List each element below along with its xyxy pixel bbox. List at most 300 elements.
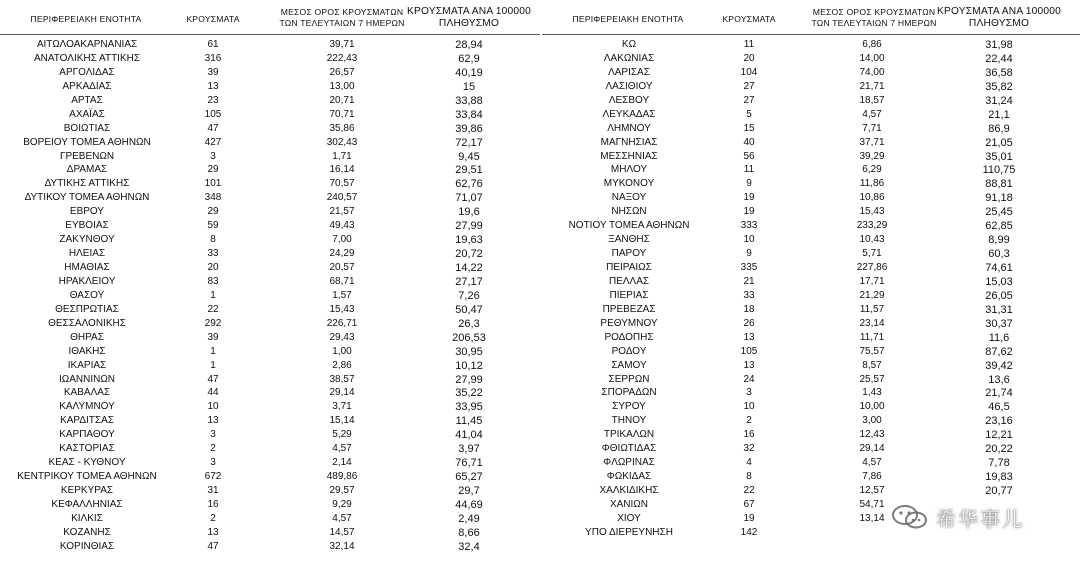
region-cell: ΠΕΛΛΑΣ [608,275,650,287]
region-cell: ΘΕΣΣΑΛΟΝΙΚΗΣ [48,317,126,329]
cases-cell: 31 [207,485,219,496]
avg7-cell: 15,43 [859,206,885,218]
per100k-cell: 28,94 [455,39,483,51]
region-cell: ΜΕΣΣΗΝΙΑΣ [600,150,658,162]
per100k-cell: 206,53 [452,331,486,344]
table-row [0,233,540,247]
region-cell: ΛΑΡΙΣΑΣ [608,66,650,78]
cases-cell: 13 [743,359,755,371]
per100k-cell: 14,22 [455,262,483,274]
cases-cell: 20 [207,262,219,273]
table-row [0,345,540,359]
table-row [542,456,1080,470]
avg7-cell: 70,57 [329,178,355,190]
cases-cell: 316 [204,52,222,64]
avg7-cell: 16,14 [329,164,355,176]
table-row [0,540,540,554]
table-row [542,414,1080,428]
region-cell: ΑΡΚΑΔΙΑΣ [62,80,112,92]
header-per100k-line1: ΚΡΟΥΣΜΑΤΑ ΑΝΑ 100000 [407,6,531,17]
region-cell: ΙΩΑΝΝΙΝΩΝ [58,373,116,385]
region-cell: ΡΟΔΟΠΗΣ [604,331,654,343]
region-cell: ΜΗΛΟΥ [610,164,648,176]
table-row [0,484,540,498]
table-row [542,80,1080,94]
per100k-cell: 11,6 [988,331,1010,344]
cases-cell: 3 [746,387,752,399]
cases-cell: 335 [740,262,758,273]
region-cell: ΚΩ [621,39,637,50]
avg7-cell: 12,57 [859,485,885,496]
table-row [542,233,1080,247]
avg7-cell: 3,71 [332,401,352,413]
cases-cell: 672 [204,471,222,483]
avg7-cell: 1,00 [332,345,352,357]
table-row [542,219,1080,233]
cases-cell: 101 [204,178,222,190]
avg7-cell: 13,00 [329,80,355,92]
per100k-cell: 71,07 [455,192,483,205]
table-row [542,94,1080,108]
avg7-cell: 11,86 [859,178,885,190]
cases-cell: 59 [207,220,219,232]
per100k-cell: 39,42 [985,359,1013,372]
table-body-left [0,38,540,554]
table-row [0,136,540,150]
cases-cell: 61 [207,39,219,50]
table-row [542,317,1080,331]
per100k-cell: 30,95 [455,345,483,358]
region-cell: ΒΟΡΕΙΟΥ ΤΟΜΕΑ ΑΘΗΝΩΝ [23,136,151,148]
header-avg [804,7,944,29]
cases-cell: 3 [210,150,216,162]
region-cell: ΦΘΙΩΤΙΔΑΣ [601,443,657,455]
watermark [890,501,1050,533]
per100k-cell: 27,99 [455,220,483,233]
table-row [0,275,540,289]
per100k-cell: 3,97 [458,443,480,456]
per100k-cell: 21,1 [988,108,1010,121]
per100k-cell: 26,05 [985,289,1013,302]
table-row [542,442,1080,456]
avg7-cell: 4,57 [862,108,882,120]
avg7-cell: 233,29 [856,220,888,232]
table-row [0,94,540,108]
table-row [0,373,540,387]
table-row [0,498,540,512]
cases-cell: 39 [207,331,219,343]
cases-cell: 2 [210,443,216,455]
region-cell: ΑΙΤΩΛΟΑΚΑΡΝΑΝΙΑΣ [36,39,138,50]
table-row [0,289,540,303]
table-row [542,303,1080,317]
per100k-cell: 35,01 [985,150,1013,163]
per100k-cell: 7,26 [458,289,480,302]
avg7-cell: 11,71 [859,331,885,343]
avg7-cell: 39,29 [859,150,885,162]
cases-cell: 4 [746,457,752,469]
table-row [542,331,1080,345]
cases-cell: 1 [210,345,216,357]
cases-cell: 348 [204,192,222,204]
per100k-cell: 21,74 [985,387,1013,400]
avg7-cell: 37,71 [859,136,885,148]
avg7-cell: 227,86 [856,262,888,273]
avg7-cell: 13,14 [859,512,885,524]
table-row [0,80,540,94]
region-cell: ΗΜΑΘΙΑΣ [64,262,110,273]
avg7-cell: 4,57 [332,512,352,524]
table-header-right [542,4,1080,35]
header-per100k [406,6,532,30]
table-row [0,456,540,470]
cases-cell: 10 [743,401,755,413]
avg7-cell: 7,00 [332,234,352,246]
per100k-cell: 110,75 [982,164,1016,177]
avg7-cell: 5,29 [332,429,352,441]
region-cell: ΧΙΟΥ [617,512,641,524]
avg7-cell: 302,43 [326,136,358,148]
region-cell: ΒΟΙΩΤΙΑΣ [63,122,111,134]
per100k-cell: 40,19 [455,66,483,79]
table-row [542,428,1080,442]
table-row [542,359,1080,373]
region-cell: ΣΕΡΡΩΝ [608,373,650,385]
avg7-cell: 26,57 [329,66,355,78]
avg7-cell: 29,14 [859,443,885,455]
cases-cell: 18 [743,303,755,315]
cases-cell: 19 [743,512,755,524]
cases-cell: 26 [743,317,755,329]
region-cell: ΥΠΟ ΔΙΕΡΕΥΝΗΣΗ [585,526,673,538]
table-row [0,177,540,191]
avg7-cell: 21,57 [329,206,355,218]
avg7-cell: 12,43 [859,429,885,441]
region-cell: ΗΡΑΚΛΕΙΟΥ [58,275,116,287]
table-header-left [0,4,540,35]
header-cases: ΚΡΟΥΣΜΑΤΑ [722,14,776,24]
table-row [542,289,1080,303]
cases-cell: 39 [207,66,219,78]
cases-cell: 2 [210,512,216,524]
avg7-cell: 14,57 [329,526,355,538]
cases-cell: 16 [207,498,219,510]
avg7-cell: 1,57 [332,289,352,301]
per100k-cell: 19,83 [985,471,1013,484]
per100k-cell: 62,76 [455,178,483,191]
region-cell: ΙΘΑΚΗΣ [68,345,106,357]
avg7-cell: 6,86 [862,39,882,50]
table-row [542,261,1080,275]
per100k-cell: 20,72 [455,248,483,261]
region-cell: ΘΑΣΟΥ [69,289,105,301]
per100k-cell: 12,21 [985,429,1013,442]
table-row [0,526,540,540]
cases-cell: 11 [743,164,755,176]
header-region: ΠΕΡΙΦΕΡΕΙΑΚΗ ΕΝΟΤΗΤΑ [572,14,684,24]
table-row [542,275,1080,289]
per100k-cell: 30,37 [985,317,1013,330]
table-row [542,150,1080,164]
table-row [0,219,540,233]
per100k-cell: 86,9 [988,122,1010,135]
table-row [0,414,540,428]
table-row [542,136,1080,150]
avg7-cell: 29,57 [329,485,355,496]
per100k-cell: 15,03 [985,275,1013,288]
region-cell: ΧΑΛΚΙΔΙΚΗΣ [599,485,659,496]
region-cell: ΣΥΡΟΥ [612,401,646,413]
region-cell: ΡΕΘΥΜΝΟΥ [600,317,658,329]
cases-cell: 29 [207,164,219,176]
per100k-cell: 35,22 [455,387,483,400]
table-row [0,108,540,122]
region-cell: ΣΠΟΡΑΔΩΝ [601,387,657,399]
avg7-cell: 29,43 [329,331,355,343]
avg7-cell: 6,29 [862,164,882,176]
table-body-right [542,38,1080,540]
per100k-cell: 87,62 [985,345,1013,358]
avg7-cell: 39,71 [329,39,355,50]
region-cell: ΚΟΖΑΝΗΣ [63,526,111,538]
per100k-cell: 13,6 [988,373,1010,386]
avg7-cell: 35,86 [329,122,355,134]
table-row [0,400,540,414]
cases-cell: 13 [207,415,219,427]
cases-cell: 13 [207,526,219,538]
table-row [542,470,1080,484]
table-row [542,177,1080,191]
table-row [0,261,540,275]
table-row [542,247,1080,261]
per100k-cell: 25,45 [985,206,1013,219]
per100k-cell: 32,4 [458,540,480,553]
cases-cell: 13 [743,331,755,343]
per100k-cell: 35,82 [985,80,1013,93]
region-cell: ΔΥΤΙΚΗΣ ΑΤΤΙΚΗΣ [44,178,130,190]
table-row [0,317,540,331]
region-cell: ΕΒΡΟΥ [69,206,105,218]
table-row [542,38,1080,52]
avg7-cell: 226,71 [326,317,358,329]
table-row [542,66,1080,80]
avg7-cell: 10,00 [859,401,885,413]
per100k-cell: 7,78 [988,457,1010,470]
avg7-cell: 70,71 [329,108,355,120]
cases-cell: 32 [743,443,755,455]
per100k-cell: 20,77 [985,485,1013,497]
cases-cell: 24 [743,373,755,385]
region-cell: ΚΑΡΔΙΤΣΑΣ [60,415,114,427]
table-row [0,442,540,456]
cases-cell: 47 [207,373,219,385]
per100k-cell: 62,9 [458,52,480,65]
per100k-cell: 88,81 [985,178,1013,191]
avg7-cell: 2,86 [332,359,352,371]
per100k-cell: 33,84 [455,108,483,121]
avg7-cell: 489,86 [326,471,358,483]
avg7-cell: 74,00 [859,66,885,78]
avg7-cell: 8,57 [862,359,882,371]
cases-cell: 22 [207,303,219,315]
table-row [0,122,540,136]
cases-cell: 10 [207,401,219,413]
cases-cell: 3 [210,457,216,469]
cases-cell: 40 [743,136,755,148]
table-row [0,303,540,317]
header-per100k-line1: ΚΡΟΥΣΜΑΤΑ ΑΝΑ 100000 [937,6,1061,17]
table-row [542,400,1080,414]
avg7-cell: 32,14 [329,540,355,552]
table-row [0,205,540,219]
region-cell: ΗΛΕΙΑΣ [68,248,106,260]
table-right-half [542,0,1080,564]
table-row [0,191,540,205]
region-cell: ΕΥΒΟΙΑΣ [65,220,109,232]
per100k-cell: 21,05 [985,136,1013,149]
avg7-cell: 54,71 [859,498,885,510]
region-cell: ΧΑΝΙΩΝ [609,498,649,510]
table-row [0,247,540,261]
per100k-cell: 26,3 [458,317,480,330]
region-cell: ΛΕΥΚΑΔΑΣ [602,108,656,120]
per100k-cell: 72,17 [455,136,483,149]
per100k-cell: 23,16 [985,415,1013,428]
per100k-cell: 31,24 [985,94,1013,107]
per100k-cell: 44,69 [455,498,483,511]
avg7-cell: 68,71 [329,275,355,287]
cases-cell: 8 [746,471,752,483]
wechat-icon [890,503,930,531]
table-row [0,38,540,52]
avg7-cell: 2,14 [332,457,352,469]
header-per100k [936,6,1062,30]
table-row [0,386,540,400]
cases-cell: 333 [740,220,758,232]
region-cell: ΜΥΚΟΝΟΥ [603,178,655,190]
table-row [542,108,1080,122]
avg7-cell: 20,57 [329,262,355,273]
cases-cell: 21 [743,275,755,287]
cases-cell: 9 [746,178,752,190]
region-cell: ΦΩΚΙΔΑΣ [606,471,652,483]
per100k-cell: 74,61 [985,262,1013,274]
table-row [542,373,1080,387]
per100k-cell: 33,88 [455,94,483,107]
per100k-cell: 65,27 [455,471,483,484]
table-row [542,163,1080,177]
cases-cell: 27 [743,80,755,92]
per100k-cell: 8,99 [988,234,1010,247]
cases-cell: 47 [207,122,219,134]
per100k-cell: 29,7 [458,485,480,497]
avg7-cell: 10,86 [859,192,885,204]
avg7-cell: 5,71 [862,248,882,260]
header-avg-line1: ΜΕΣΟΣ ΟΡΟΣ ΚΡΟΥΣΜΑΤΩΝ [812,7,936,17]
per100k-cell: 27,99 [455,373,483,386]
cases-cell: 83 [207,275,219,287]
region-cell: ΘΗΡΑΣ [70,331,104,343]
region-cell: ΚΑΡΠΑΘΟΥ [59,429,115,441]
per100k-cell: 50,47 [455,303,483,316]
avg7-cell: 15,43 [329,303,355,315]
avg7-cell: 4,57 [332,443,352,455]
per100k-cell: 31,98 [985,39,1013,51]
per100k-cell: 62,85 [985,220,1013,233]
table-row [0,359,540,373]
table-row [0,66,540,80]
header-per100k-line2: ΠΛΗΘΥΣΜΟ [968,18,1030,29]
cases-cell: 27 [743,94,755,106]
per100k-cell: 15 [462,80,476,93]
region-cell: ΑΧΑΪΑΣ [69,108,105,120]
cases-cell: 105 [204,108,222,120]
region-cell: ΑΝΑΤΟΛΙΚΗΣ ΑΤΤΙΚΗΣ [33,52,141,64]
avg7-cell: 7,86 [862,471,882,483]
cases-cell: 19 [743,192,755,204]
avg7-cell: 25,57 [859,373,885,385]
region-cell: ΝΟΤΙΟΥ ΤΟΜΕΑ ΑΘΗΝΩΝ [568,220,690,232]
region-cell: ΝΗΣΩΝ [611,206,647,218]
cases-cell: 33 [743,289,755,301]
per100k-cell: 27,17 [455,275,483,288]
region-cell: ΔΡΑΜΑΣ [66,164,108,176]
header-avg-line2: ΤΩΝ ΤΕΛΕΥΤΑΙΩΝ 7 ΗΜΕΡΩΝ [811,18,937,28]
cases-cell: 105 [740,345,758,357]
cases-cell: 15 [743,122,755,134]
avg7-cell: 18,57 [859,94,885,106]
avg7-cell: 24,29 [329,248,355,260]
region-cell: ΠΡΕΒΕΖΑΣ [602,303,656,315]
avg7-cell: 49,43 [329,220,355,232]
table-row [0,512,540,526]
cases-cell: 47 [207,540,219,552]
table-row [542,52,1080,66]
avg7-cell: 23,14 [859,317,885,329]
avg7-cell: 21,29 [859,289,885,301]
cases-cell: 142 [740,526,758,538]
cases-cell: 292 [204,317,222,329]
region-cell: ΔΥΤΙΚΟΥ ΤΟΜΕΑ ΑΘΗΝΩΝ [24,192,150,204]
avg7-cell: 3,00 [862,415,882,427]
region-cell: ΠΕΙΡΑΙΩΣ [606,262,652,273]
region-cell: ΠΑΡΟΥ [611,248,647,260]
region-cell: ΚΑΣΤΟΡΙΑΣ [59,443,115,455]
region-cell: ΚΙΛΚΙΣ [71,512,103,524]
per100k-cell: 8,66 [458,526,480,539]
watermark-text: 希华事儿 [936,506,1024,531]
table-row [542,191,1080,205]
region-cell: ΙΚΑΡΙΑΣ [67,359,107,371]
cases-cell: 427 [204,136,222,148]
per100k-cell: 19,6 [458,206,480,219]
per100k-cell: 20,22 [985,443,1013,456]
header-cases: ΚΡΟΥΣΜΑΤΑ [186,14,240,24]
region-cell: ΤΡΙΚΑΛΩΝ [603,429,655,441]
table-row [0,150,540,164]
avg7-cell: 240,57 [326,192,358,204]
avg7-cell: 75,57 [859,345,885,357]
per100k-cell: 29,51 [455,164,483,177]
per100k-cell: 19,63 [455,234,483,247]
avg7-cell: 21,71 [859,80,885,92]
cases-cell: 16 [743,429,755,441]
per100k-cell: 10,12 [455,359,483,372]
header-per100k-line2: ΠΛΗΘΥΣΜΟ [438,18,500,29]
avg7-cell: 20,71 [329,94,355,106]
per100k-cell: 22,44 [985,52,1013,65]
region-cell: ΠΙΕΡΙΑΣ [609,289,649,301]
